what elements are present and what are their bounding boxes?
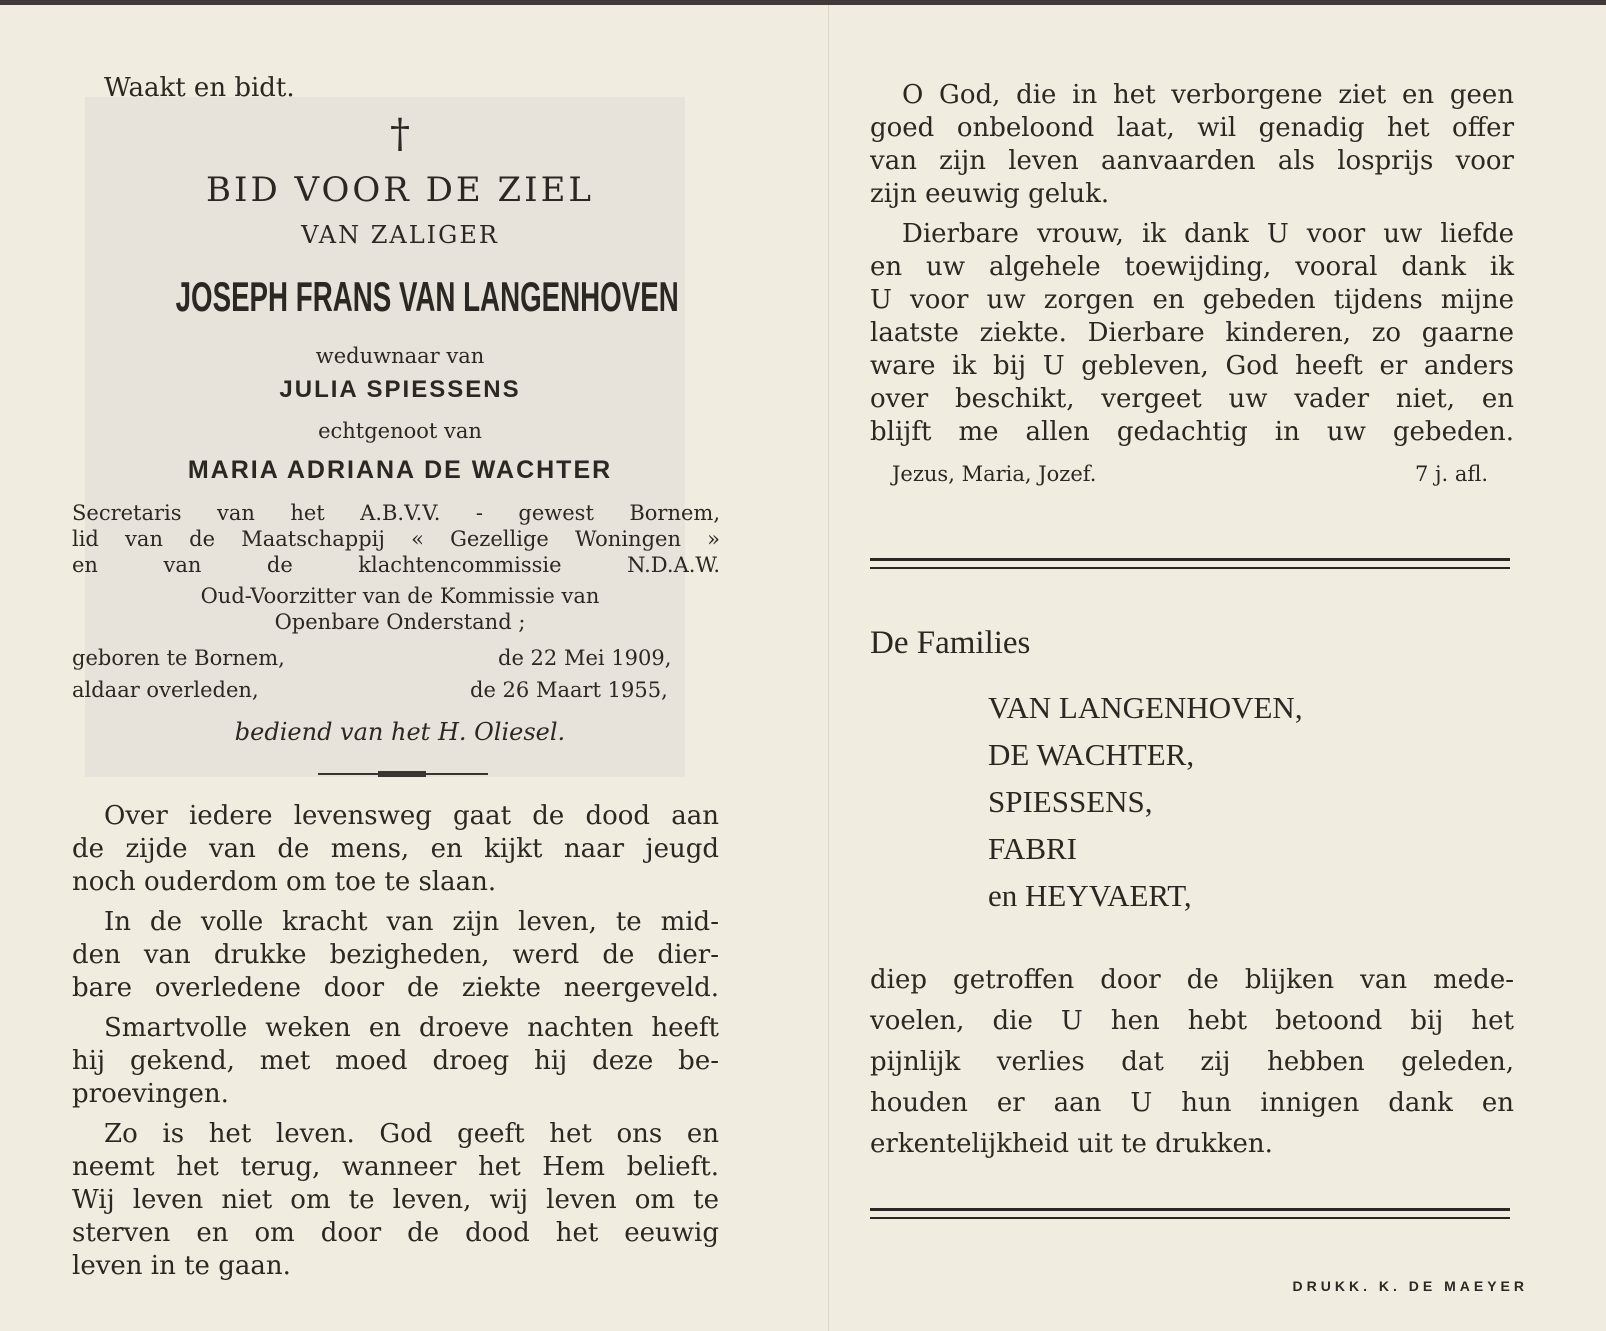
body-line: Smartvolle weken en droeve nachten heeft: [104, 1013, 719, 1043]
thanks-line: diep getroffen door de blijken van mede-: [870, 965, 1514, 995]
body-line: Wij leven niet om te leven, wij leven om te: [72, 1185, 719, 1215]
body-line: leven in te gaan.: [72, 1251, 291, 1281]
bio-line: Secretaris van het A.B.V.V. - gewest Bornem,: [72, 501, 720, 525]
rule: [870, 558, 1510, 561]
families-heading: De Families: [870, 625, 1031, 661]
body-line: bare overledene door de ziekte neergeveld.: [72, 973, 719, 1003]
indulgence: 7 j. afl.: [1415, 462, 1489, 486]
died-date: de 26 Maart 1955,: [470, 678, 668, 702]
bio-line: Oud-Voorzitter van de Kommissie van: [200, 584, 600, 608]
rule: [870, 1217, 1510, 1219]
sacrament-note: bediend van het H. Oliesel.: [234, 718, 566, 746]
body-line: O God, die in het verborgene ziet en geen: [902, 80, 1514, 110]
cross-icon: †: [390, 111, 410, 157]
body-line: neemt het terug, wanneer het Hem belieft.: [72, 1152, 719, 1182]
family-name: SPIESSENS,: [988, 784, 1153, 819]
deceased-name: JOSEPH FRANS VAN LANGENHOVEN: [175, 273, 679, 320]
thanks-line: pijnlijk verlies dat zij hebben geleden,: [870, 1047, 1514, 1077]
body-line: ware ik bij U gebleven, God heeft er anders: [870, 351, 1514, 381]
body-line: In de volle kracht van zijn leven, te mid-: [104, 907, 719, 937]
body-line: sterven en om door de dood het eeuwig: [72, 1218, 719, 1248]
ornament-rule-center: [378, 771, 426, 777]
first-spouse: JULIA SPIESSENS: [279, 376, 521, 403]
bio-line: en van de klachtencommissie N.D.A.W.: [72, 553, 720, 577]
body-line: en uw algehele toewijding, vooral dank ik: [870, 252, 1514, 282]
body-line: van zijn leven aanvaarden als losprijs voor: [870, 146, 1514, 176]
subheading: VAN ZALIGER: [301, 221, 499, 249]
printer-imprint: DRUKK. K. DE MAEYER: [1292, 1278, 1528, 1294]
thanks-line: erkentelijkheid uit te drukken.: [870, 1129, 1273, 1159]
body-line: Over iedere levensweg gaat de dood aan: [104, 801, 719, 831]
body-line: goed onbeloond laat, wil genadig het offer: [870, 113, 1514, 143]
body-line: proevingen.: [72, 1079, 229, 1109]
body-line: Zo is het leven. God geeft het ons en: [104, 1119, 719, 1149]
prayer: Jezus, Maria, Jozef.: [892, 462, 1097, 486]
body-line: U voor uw zorgen en gebeden tijdens mijne: [870, 285, 1514, 315]
thanks-line: houden er aan U hun innigen dank en: [870, 1088, 1514, 1118]
family-name: DE WACHTER,: [988, 737, 1195, 772]
bio-line: Openbare Onderstand ;: [274, 610, 526, 634]
card-fold: [828, 5, 829, 1331]
died-label: aldaar overleden,: [72, 678, 259, 702]
body-line: blijft me allen gedachtig in uw gebeden.: [870, 417, 1514, 447]
relation-widower: weduwnaar van: [315, 344, 485, 368]
second-spouse: MARIA ADRIANA DE WACHTER: [187, 456, 613, 484]
relation-husband: echtgenoot van: [318, 419, 482, 443]
family-name: FABRI: [988, 831, 1078, 866]
body-line: zijn eeuwig geluk.: [870, 179, 1110, 209]
body-line: over beschikt, vergeet uw vader niet, en: [870, 384, 1514, 414]
body-line: den van drukke bezigheden, werd de dier-: [72, 940, 719, 970]
heading: BID VOOR DE ZIEL: [206, 170, 594, 210]
family-name: en HEYVAERT,: [988, 878, 1192, 913]
thanks-line: voelen, die U hen hebt betoond bij het: [870, 1006, 1514, 1036]
body-line: Dierbare vrouw, ik dank U voor uw liefde: [902, 219, 1514, 249]
born-date: de 22 Mei 1909,: [498, 646, 672, 670]
family-name: VAN LANGENHOVEN,: [988, 690, 1303, 725]
body-line: noch ouderdom om toe te slaan.: [72, 867, 497, 897]
rule: [870, 567, 1510, 569]
card-top-edge: [0, 0, 1606, 5]
bio-line: lid van de Maatschappij « Gezellige Woningen »: [72, 527, 720, 551]
body-line: hij gekend, met moed droeg hij deze be-: [72, 1046, 719, 1076]
body-line: laatste ziekte. Dierbare kinderen, zo gaarne: [870, 318, 1514, 348]
rule: [870, 1208, 1510, 1211]
born-label: geboren te Bornem,: [72, 646, 285, 670]
body-line: de zijde van de mens, en kijkt naar jeugd: [72, 834, 719, 864]
motto: Waakt en bidt.: [104, 73, 295, 103]
